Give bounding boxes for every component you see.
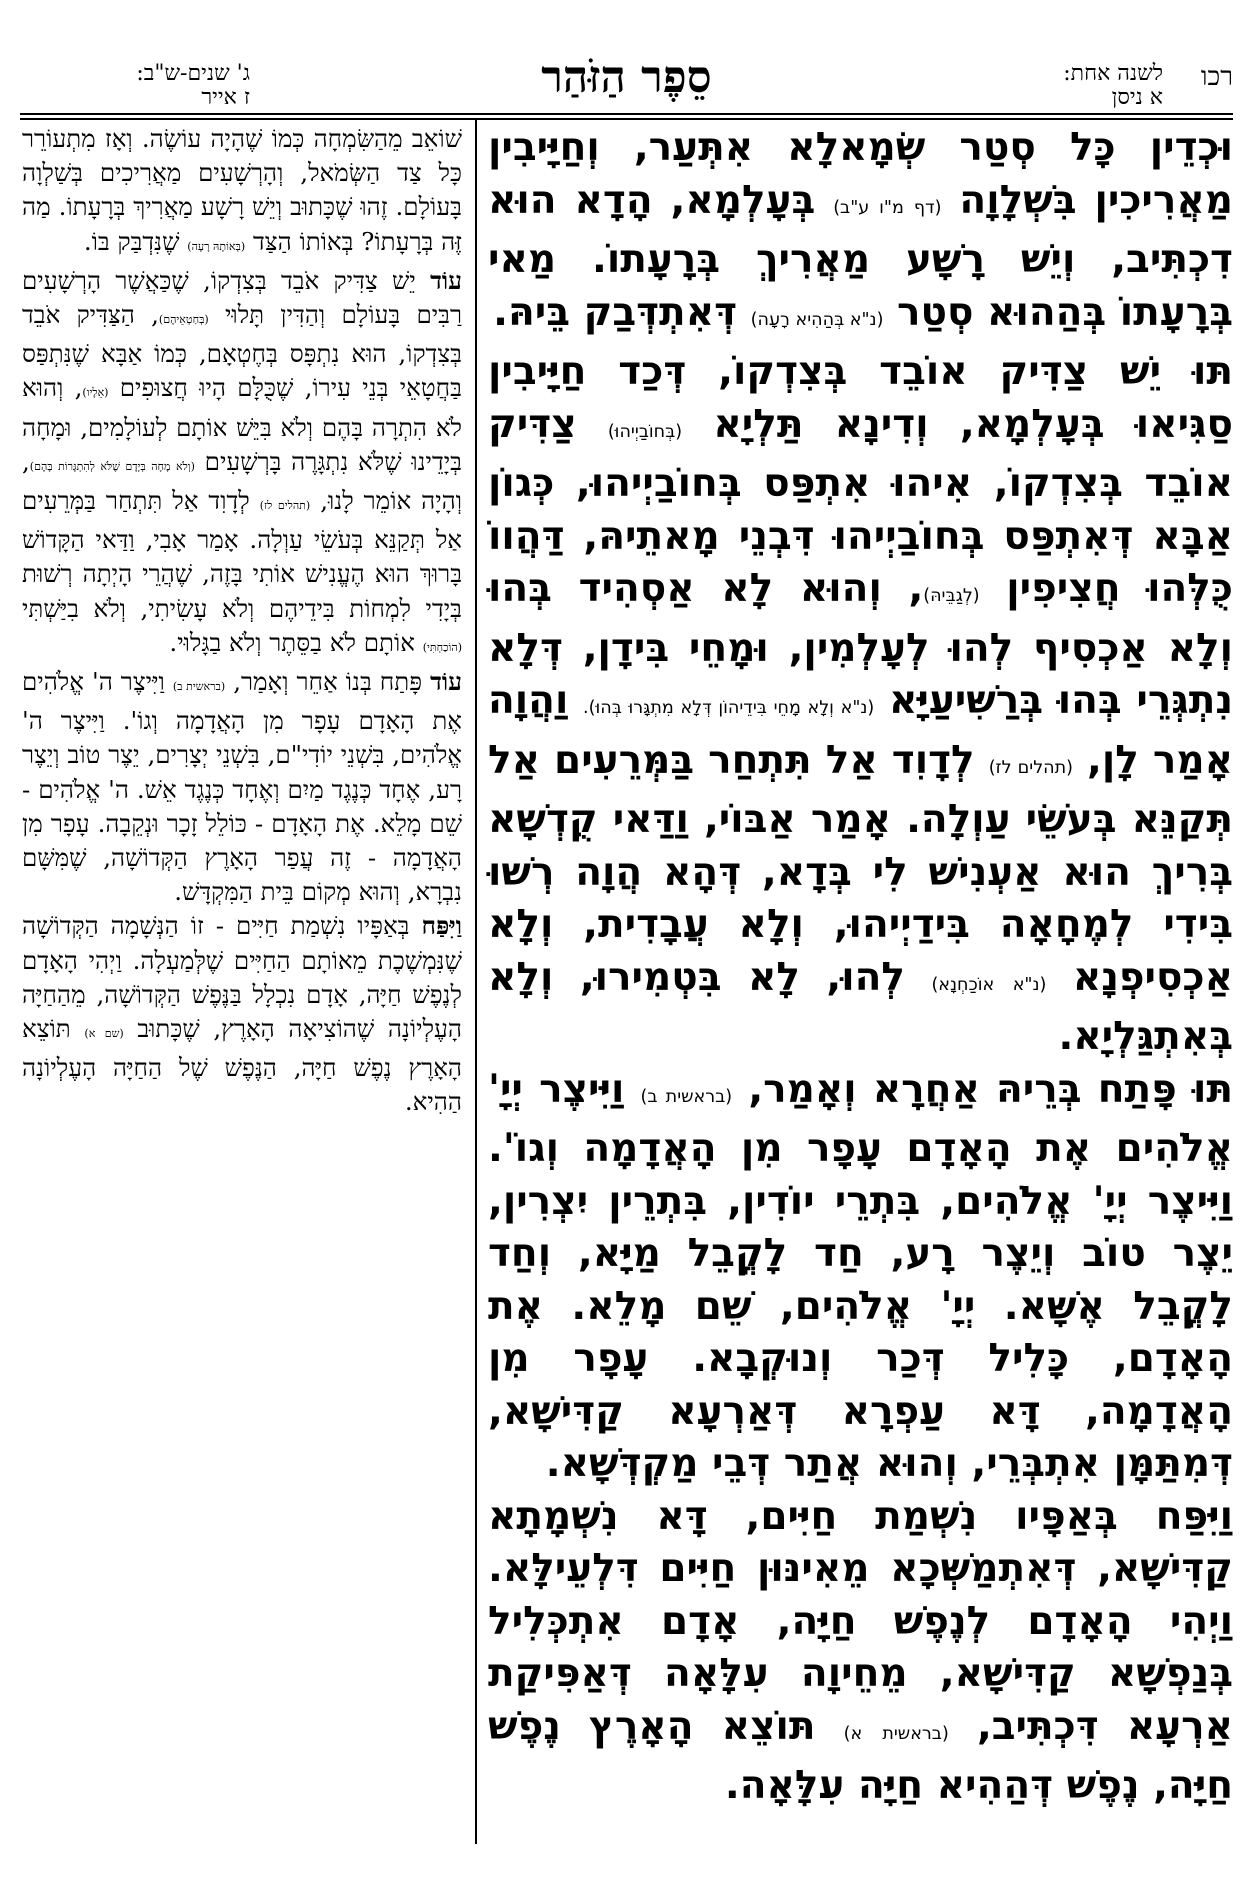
header-right-line2: א ניסן [1111,85,1163,110]
side-text: , וְהוּא לֹא הִתְרָה בָּהֶם וְלֹא בִּיֵּשׁ אוֹתָם לְעוֹלָמִים, וּמָחָה בְּיָדֵינוּ שֶׁלֹּא נִתְגָּרֶה בָּרְשָׁעִים [22,373,462,476]
variant-note: (וְלֹא מָחָה בְּיָדָם שֶׁלֹּא לְהִתְגָּרוֹת בָּהֶם) [29,459,195,473]
side-text: , הַצַּדִּיק אֹבֵד בְּצִדְקוֹ, הוּא נִתְפָּס בְּחֶטְאָם, כְּמוֹ אַבָּא שֶׁנִּתְפַּס בַּחֲטָאֵי בְּנֵי עִירוֹ, שֶׁכֻּלָּם הָיוּ חֲצוּפִים [22,300,462,403]
main-text: , וְהוּא לָא אַסְהִיד בְּהוּ וְלָא אַכְסִיף לְהוּ לְעָלְמִין, וּמָחֵי בִּידָן, דְּלָא נִתְגְּרֵי בְּהוּ בְּרַשִּׁיעַיָּא [488,566,1234,723]
header-rule-bottom [20,118,1233,120]
variant-note: (לְגַבֵּיהּ) [923,586,980,606]
source-note: (שם א) [84,1027,124,1041]
side-text: , וְהָיָה אוֹמֵר לָנוּ, [22,446,463,516]
main-text: בְּעָלְמָא, הָדָא הוּא דִכְתִּיב, וְיֵשׁ רָשָׁע מַאֲרִיךְ בְּרָעָתוֹ. מַאי בְּרָעָתוֹ בְּהַהוּא סְטַר [488,177,1233,335]
header-rule-top [20,113,1233,115]
variant-note: (נ"א בְּהַהִיא רָעָה) [750,309,884,330]
main-text: וַיִּיצֶר יְיָ' אֱלֹהִים אֶת הָאָדָם עָפָר מִן הָאֲדָמָה וְגוֹ'. וַיִּיצֶר יְיָ' אֱלֹהִים, בִּתְרֵי יוֹדִין, בִּתְרֵין יִצְרִין, יֵצֶר טוֹב וְיֵצֶר רָע, חַד לָקֳבֵל מַיָּא, וְחַד לָקֳבֵל אֶשָּׁא. יְיָ' אֱלֹהִים, שֵׁם מָלֵא. אֶת הָאָדָם, כָּלִיל דְּכַר וְנוּקְבָא. עָפָר מִן הָאֲדָמָה, דָּא עַפְרָא דְּאַרְעָא קַדִּישָׁא, דְּמִתַּמָּן אִתְבְּרֵי, וְהוּא אֲתַר דְּבֵי מַקְדְּשָׁא. [488,1066,1233,1486]
source-note: (תהלים לז) [988,757,1073,778]
main-text: יֵשׁ צַדִּיק אוֹבֵד בְּצִדְקוֹ, דְּכַד חַיָּיבִין סַגִּיאוּ בְּעָלְמָא, וְדִינָא תַּלְיָא [488,349,1233,447]
source-note: (תהלים לז) [259,499,311,513]
main-paragraph-3 [488,1064,1233,1491]
main-text: לְדָוִד אַל תִּתְחַר בַּמְּרֵעִים אַל תְּקַנֵּא בְּעֹשֵׂי עַוְלָה. אָמַר אַבּוֹי, וַדַּאי קֻדְשָׁא בְּרִיךְ הוּא אַעְנִישׁ לִי בְּדָא, דְּהָא הֲוָה רְשׁוּ בִּידִי לְמֶחָאָה בִּידַיְיהוּ, וְלָא עֲבָדִית, וְלָא אַכְסִיפְנָא [488,737,1234,1000]
variant-note: (בְּאוֹתָהּ רָעָה) [187,239,246,253]
side-text: אוֹתָם לֹא בַסֵּתֶר וְלֹא בַגָּלוּי. [169,627,415,657]
header-right-line1: לשנה אחת: [1063,61,1163,86]
side-paragraph-2 [22,264,462,665]
page-title: סֵפֶר הַזֹּהַר [541,52,712,103]
side-text: וַיִּיצֶר ה' אֱלֹהִים אֶת הָאָדָם עָפָר מִן הָאֲדָמָה וְגוֹ'. וַיִּיצֶר ה' אֱלֹהִים, בִּשְׁנֵי יוֹדִי"ם, בִּשְׁנֵי יְצָרִים, יֵצֶר טוֹב וְיֵצֶר רָע, אֶחָד כְּנֶגֶד מַיִם וְאֶחָד כְּנֶגֶד אֵשׁ. ה' אֱלֹהִים - שֵׁם מָלֵא. אֶת הָאָדָם - כּוֹלֵל זָכָר וּנְקֵבָה. עָפָר מִן הָאֲדָמָה - זֶה עֲפַר הָאָרֶץ הַקְּדוֹשָׁה, שֶׁמִּשָּׁם נִבְרָא, וְהוּא מְקוֹם בֵּית הַמִּקְדָּשׁ. [22,667,462,907]
main-paragraph-2 [488,346,1233,1064]
variant-note: (הוֹכַחְתִּי) [422,640,462,654]
variant-note: (בְּחוֹבַיְיהוּ) [607,421,683,442]
side-text: לְדָוִד אַל תִּתְחַר בַּמְּרֵעִים אַל תְּקַנֵּא בְּעֹשֵׂי עַוְלָה. אָמַר אָבִי, וַדַּאי הַקָּדוֹשׁ בָּרוּךְ הוּא הֶעֱנִישׁ אוֹתִי בָּזֶה, שֶׁהֲרֵי הָיְתָה רְשׁוּת בְּיָדִי לִמְחוֹת בִּידֵיהֶם וְלֹא עָשִׂיתִי, וְלֹא בִיַּשְׁתִּי [22,486,462,623]
lead-word: וַיִּפַּח [421,911,462,941]
side-paragraph-4 [22,909,462,1119]
source-note: (בראשית ב) [172,680,226,694]
main-text: צַדִּיק אוֹבֵד בְּצִדְקוֹ, אִיהוּ אִתְפַּס בְּחוֹבַיְיהוּ, כְּגוֹן אַבָּא דְּאִתְפַּס בְּחוֹבַיְיהוּ דִּבְנֵי מָאתֵיהּ, דַּהֲווֹ כֻּלְּהוּ חֲצִיפִין [488,401,1233,611]
main-text: וַהֲוָה אָמַר לָן, [488,678,1233,783]
main-text: פָּתַח בְּרֵיהּ אַחֲרָא וְאָמַר, [748,1066,1177,1112]
lead-word: תּוּ [1192,1066,1234,1112]
side-paragraph-3 [22,665,462,909]
lead-word: עוֹד [430,667,463,697]
source-note: (בראשית ב) [640,1086,733,1107]
side-text: שׁוֹאֵב מֵהַשִּׂמְחָה כְּמוֹ שֶׁהָיָה עוֹשֶׂה. וְאָז מִתְעוֹרֵר כָּל צַד הַשְּׂמֹאל, וְהָרְשָׁעִים מַאֲרִיכִים בְּשַׁלְוָה בָּעוֹלָם. זֶהוּ שֶׁכָּתוּב וְיֵשׁ רָשָׁע מַאֲרִיךְ בְּרָעָתוֹ. מַה זֶּה בְּרָעָתוֹ? בְּאוֹתוֹ הַצַּד [22,124,462,256]
main-paragraph-1 [488,122,1233,346]
main-text: תּוֹצֵא הָאָרֶץ נֶפֶשׁ חַיָּה, נֶפֶשׁ דְּהַהִיא חַיָּה עִלָּאָה. [488,1703,1233,1808]
main-paragraph-4 [488,1491,1233,1813]
lead-word: תּוּ [1192,349,1234,394]
side-text: שֶׁנִּדְבַּק בּוֹ. [83,226,180,256]
main-text: דְּאִתְדְּבַק בֵּיהּ. [493,289,738,335]
lead-word: עוֹד [430,265,462,295]
header-left-info [20,62,250,110]
header-left-line2: ז אייר [201,85,250,110]
side-text: פָּתַח בְּנוֹ אַחֵר וְאָמַר, [233,667,423,697]
main-text: וּכְדֵין כָּל סְטַר שְׂמָאלָא אִתְּעַר, וְחַיָּיבִין מַאֲרִיכִין בִּשְׁלָוָה [488,125,1234,223]
column-separator [475,118,477,1844]
variant-note: (בְּחַטְאֵיהֶם) [158,313,209,327]
main-text: לְהוּ, לָא בִּטְמִירוּ, וְלָא בְּאִתְגַּלְיָא. [488,954,1233,1059]
main-text: בְּאַפָּיו נִשְׁמַת חַיִּים, דָּא נִשְׁמָתָא קַדִּישָׁא, דְּאִתְמַשְּׁכָא מֵאִינּוּן חַיִּים דִּלְעֵילָּא. וַיְהִי הָאָדָם לְנֶפֶשׁ חַיָּה, אָדָם אִתְכְּלִיל בְּנַפְשָׁא קַדִּישָׁא, מֵחֵיוָה עִלָּאָה דְּאַפִּיקַת אַרְעָא דִּכְתִּיב, [488,1493,1233,1749]
hebrew-translation-column [22,122,462,1844]
header-left-line1: ג' שנים-ש"ב: [136,61,250,86]
page-number: רכו [1200,62,1233,92]
side-text: תּוֹצֵא הָאָרֶץ נֶפֶשׁ חַיָּה, הַנֶּפֶשׁ שֶׁל הַחַיָּה הָעֶלְיוֹנָה הַהִיא. [22,1014,462,1117]
variant-note: (נ"א אוֹכַחְנָא) [931,974,1047,995]
variant-note: (אֵלָיו) [82,386,109,400]
lead-word: וַיִּפַּח [1155,1493,1234,1539]
side-paragraph-1 [22,122,462,264]
side-text: יֵשׁ צַדִּיק אֹבֵד בְּצִדְקוֹ, שֶׁכַּאֲשֶׁר הָרְשָׁעִים רַבִּים בָּעוֹלָם וְהַדִּין תָּלוּי [22,265,463,330]
side-text: בְּאַפָּיו נִשְׁמַת חַיִּים - זוֹ הַנְּשָׁמָה הַקְּדוֹשָׁה שֶׁנִּמְשֶׁכֶת מֵאוֹתָם הַחַיִּים שֶׁלְּמַעְלָה. וַיְהִי הָאָדָם לְנֶפֶשׁ חַיָּה, אָדָם נִכְלָל בַּנֶּפֶשׁ הַקְּדוֹשָׁה, מֵהַחַיָּה הָעֶלְיוֹנָה שֶׁהוֹצִיאָה הָאָרֶץ, שֶׁכָּתוּב [22,911,462,1044]
variant-note: (נ"א וְלָא מָחֵי בִּידֵיהוֹן דְּלָא מִתְגָּרוּ בְּהוּ). [583,698,875,718]
aramaic-text-column [488,122,1233,1844]
source-note: (דף מ"ו ע"ב) [833,197,942,218]
source-note: (בראשית א) [843,1723,949,1744]
